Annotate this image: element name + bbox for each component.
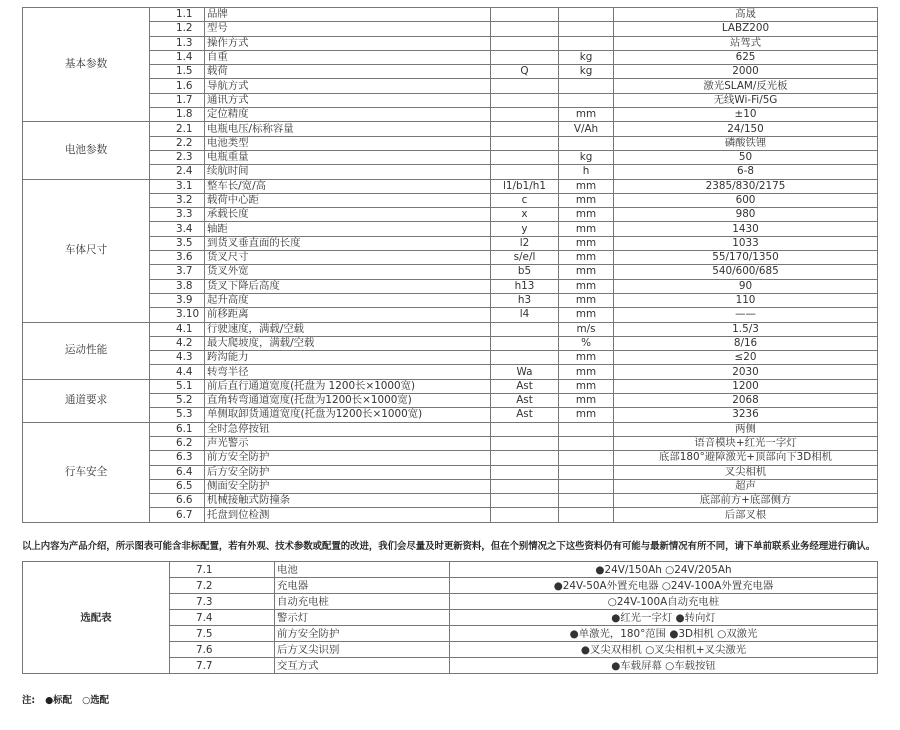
spec-item-name: 轴距 (205, 222, 491, 236)
spec-row (23, 479, 878, 493)
spec-item-value: 980 (614, 208, 878, 222)
spec-item-value: —— (614, 308, 878, 322)
spec-item-symbol (491, 8, 559, 22)
spec-row (23, 79, 878, 93)
option-number: 7.2 (170, 578, 275, 594)
option-value: ●24V-50A外置充电器 ○24V-100A外置充电器 (450, 578, 878, 594)
spec-group-label: 基本参数 (23, 8, 150, 122)
spec-item-unit: kg (559, 150, 614, 164)
spec-item-symbol: x (491, 208, 559, 222)
spec-row (23, 465, 878, 479)
spec-item-unit: % (559, 336, 614, 350)
spec-row (23, 8, 878, 22)
spec-item-symbol: h3 (491, 293, 559, 307)
spec-item-symbol: Ast (491, 379, 559, 393)
spec-item-unit (559, 93, 614, 107)
spec-item-name: 电瓶重量 (205, 150, 491, 164)
spec-item-number: 2.2 (150, 136, 205, 150)
spec-table-body (23, 8, 878, 523)
spec-group-label: 车体尺寸 (23, 179, 150, 322)
spec-item-value: 2068 (614, 394, 878, 408)
spec-item-name: 载荷中心距 (205, 193, 491, 207)
option-name: 自动充电桩 (275, 594, 450, 610)
spec-item-symbol (491, 79, 559, 93)
spec-item-unit: mm (559, 379, 614, 393)
spec-item-unit (559, 22, 614, 36)
spec-item-value: 625 (614, 50, 878, 64)
spec-item-number: 1.8 (150, 108, 205, 122)
spec-item-name: 机械接触式防撞条 (205, 494, 491, 508)
option-number: 7.7 (170, 658, 275, 674)
option-name: 交互方式 (275, 658, 450, 674)
spec-item-number: 3.7 (150, 265, 205, 279)
spec-row (23, 108, 878, 122)
spec-item-number: 2.3 (150, 150, 205, 164)
spec-item-unit: mm (559, 265, 614, 279)
spec-row (23, 222, 878, 236)
spec-item-number: 1.6 (150, 79, 205, 93)
option-number: 7.5 (170, 626, 275, 642)
spec-item-value: 55/170/1350 (614, 251, 878, 265)
spec-item-name: 侧面安全防护 (205, 479, 491, 493)
spec-item-value: 高晟 (614, 8, 878, 22)
spec-item-number: 1.3 (150, 36, 205, 50)
spec-item-unit: mm (559, 208, 614, 222)
legend-standard: ●标配 (45, 695, 73, 706)
spec-item-symbol: Ast (491, 394, 559, 408)
spec-item-unit: mm (559, 351, 614, 365)
spec-item-value: 110 (614, 293, 878, 307)
spec-item-value: ≤20 (614, 351, 878, 365)
option-value: ●叉尖双相机 ○叉尖相机+叉尖激光 (450, 642, 878, 658)
spec-item-number: 3.2 (150, 193, 205, 207)
spec-item-number: 6.7 (150, 508, 205, 522)
spec-item-value: 超声 (614, 479, 878, 493)
spec-item-number: 1.4 (150, 50, 205, 64)
spec-item-number: 4.3 (150, 351, 205, 365)
spec-item-symbol (491, 479, 559, 493)
spec-item-name: 前移距离 (205, 308, 491, 322)
spec-item-name: 导航方式 (205, 79, 491, 93)
spec-item-number: 3.6 (150, 251, 205, 265)
spec-item-value: 站驾式 (614, 36, 878, 50)
spec-item-value: 底部180°避障激光+顶部向下3D相机 (614, 451, 878, 465)
option-value: ○24V-100A自动充电桩 (450, 594, 878, 610)
spec-item-symbol (491, 436, 559, 450)
spec-item-name: 到货叉垂直面的长度 (205, 236, 491, 250)
option-name: 充电器 (275, 578, 450, 594)
spec-item-symbol (491, 322, 559, 336)
spec-item-unit: mm (559, 365, 614, 379)
spec-item-symbol: b5 (491, 265, 559, 279)
spec-row (23, 136, 878, 150)
spec-item-symbol (491, 36, 559, 50)
spec-item-name: 载荷 (205, 65, 491, 79)
spec-item-name: 货叉下降后高度 (205, 279, 491, 293)
spec-row (23, 93, 878, 107)
spec-item-value: ±10 (614, 108, 878, 122)
option-number: 7.3 (170, 594, 275, 610)
spec-row (23, 322, 878, 336)
disclaimer-note: 以上内容为产品介绍，所示图表可能含非标配置，若有外观、技术参数或配置的改进，我们会尽量及时更新资料，但在个别情况之下这些资料仍有可能与最新情况有所不同，请下单前联系业务经理进行确认。 (22, 541, 876, 552)
spec-item-unit (559, 465, 614, 479)
spec-item-value: 540/600/685 (614, 265, 878, 279)
spec-item-value: 激光SLAM/反光板 (614, 79, 878, 93)
spec-item-unit: mm (559, 394, 614, 408)
spec-item-value: 6-8 (614, 165, 878, 179)
spec-item-unit (559, 508, 614, 522)
spec-row (23, 379, 878, 393)
option-value: ●红光一字灯 ●转向灯 (450, 610, 878, 626)
spec-item-symbol: c (491, 193, 559, 207)
spec-item-value: 两侧 (614, 422, 878, 436)
spec-item-symbol: Ast (491, 408, 559, 422)
spec-item-value: 1200 (614, 379, 878, 393)
spec-item-unit: kg (559, 50, 614, 64)
spec-item-symbol: Wa (491, 365, 559, 379)
spec-item-value: 2385/830/2175 (614, 179, 878, 193)
spec-item-name: 转弯半径 (205, 365, 491, 379)
spec-item-unit (559, 36, 614, 50)
spec-group-label: 运动性能 (23, 322, 150, 379)
spec-item-unit: mm (559, 279, 614, 293)
spec-item-unit: V/Ah (559, 122, 614, 136)
spec-item-value: LABZ200 (614, 22, 878, 36)
spec-item-symbol (491, 22, 559, 36)
spec-row (23, 251, 878, 265)
spec-row (23, 150, 878, 164)
spec-row (23, 351, 878, 365)
spec-item-name: 前方安全防护 (205, 451, 491, 465)
spec-item-symbol (491, 422, 559, 436)
spec-item-symbol: Q (491, 65, 559, 79)
spec-item-name: 前后直行通道宽度(托盘为 1200长×1000宽) (205, 379, 491, 393)
spec-item-unit: mm (559, 193, 614, 207)
spec-item-symbol: s/e/l (491, 251, 559, 265)
spec-item-number: 3.9 (150, 293, 205, 307)
spec-item-name: 声光警示 (205, 436, 491, 450)
spec-item-unit: mm (559, 293, 614, 307)
spec-item-value: 90 (614, 279, 878, 293)
spec-item-symbol (491, 165, 559, 179)
spec-item-number: 3.4 (150, 222, 205, 236)
option-name: 前方安全防护 (275, 626, 450, 642)
option-name: 后方叉尖识别 (275, 642, 450, 658)
spec-item-value: 2030 (614, 365, 878, 379)
spec-item-unit: mm (559, 251, 614, 265)
spec-item-symbol (491, 136, 559, 150)
options-group-label: 选配表 (23, 562, 170, 674)
legend-label: 注: (22, 695, 36, 706)
spec-item-symbol (491, 122, 559, 136)
spec-row (23, 394, 878, 408)
spec-row (23, 179, 878, 193)
spec-row (23, 494, 878, 508)
spec-row (23, 265, 878, 279)
spec-group-label: 行车安全 (23, 422, 150, 522)
spec-item-number: 4.2 (150, 336, 205, 350)
spec-item-name: 货叉尺寸 (205, 251, 491, 265)
spec-item-value: 语音模块+红光一字灯 (614, 436, 878, 450)
spec-row (23, 208, 878, 222)
spec-item-number: 3.5 (150, 236, 205, 250)
option-number: 7.4 (170, 610, 275, 626)
spec-item-unit: h (559, 165, 614, 179)
spec-item-unit (559, 8, 614, 22)
spec-item-symbol (491, 50, 559, 64)
spec-item-value: 无线Wi-Fi/5G (614, 93, 878, 107)
spec-item-number: 6.5 (150, 479, 205, 493)
option-value: ●车载屏幕 ○车载按钮 (450, 658, 878, 674)
spec-item-symbol (491, 150, 559, 164)
spec-item-unit: mm (559, 108, 614, 122)
spec-item-number: 5.1 (150, 379, 205, 393)
option-value: ●24V/150Ah ○24V/205Ah (450, 562, 878, 578)
spec-item-value: 1430 (614, 222, 878, 236)
option-row (23, 562, 878, 578)
spec-item-symbol (491, 451, 559, 465)
spec-row (23, 193, 878, 207)
option-name: 警示灯 (275, 610, 450, 626)
spec-item-name: 电池类型 (205, 136, 491, 150)
spec-item-name: 定位精度 (205, 108, 491, 122)
option-value: ●单激光，180°范围 ●3D相机 ○双激光 (450, 626, 878, 642)
option-number: 7.1 (170, 562, 275, 578)
spec-item-number: 4.1 (150, 322, 205, 336)
spec-row (23, 451, 878, 465)
spec-item-symbol: l1/b1/h1 (491, 179, 559, 193)
spec-item-name: 自重 (205, 50, 491, 64)
spec-item-name: 电瓶电压/标称容量 (205, 122, 491, 136)
spec-row (23, 165, 878, 179)
spec-item-unit: mm (559, 222, 614, 236)
spec-item-name: 后方安全防护 (205, 465, 491, 479)
spec-item-name: 单侧取卸货通道宽度(托盘为1200长×1000宽) (205, 408, 491, 422)
spec-row (23, 293, 878, 307)
spec-item-name: 通讯方式 (205, 93, 491, 107)
spec-row (23, 408, 878, 422)
spec-item-number: 1.7 (150, 93, 205, 107)
spec-item-unit: mm (559, 179, 614, 193)
spec-item-value: 后部叉根 (614, 508, 878, 522)
spec-item-name: 承载长度 (205, 208, 491, 222)
spec-item-unit: mm (559, 308, 614, 322)
spec-item-unit (559, 451, 614, 465)
spec-item-unit: mm (559, 236, 614, 250)
spec-item-name: 行驶速度，满载/空载 (205, 322, 491, 336)
spec-item-value: 8/16 (614, 336, 878, 350)
spec-item-value: 600 (614, 193, 878, 207)
spec-row (23, 365, 878, 379)
spec-row (23, 279, 878, 293)
spec-item-symbol: y (491, 222, 559, 236)
spec-item-name: 续航时间 (205, 165, 491, 179)
spec-item-unit (559, 136, 614, 150)
option-number: 7.6 (170, 642, 275, 658)
spec-item-symbol (491, 465, 559, 479)
spec-row (23, 422, 878, 436)
spec-row (23, 508, 878, 522)
spec-group-label: 电池参数 (23, 122, 150, 179)
legend (22, 692, 119, 706)
spec-item-name: 起升高度 (205, 293, 491, 307)
spec-item-unit (559, 494, 614, 508)
spec-item-name: 直角转弯通道宽度(托盘为1200长×1000宽) (205, 394, 491, 408)
spec-item-number: 4.4 (150, 365, 205, 379)
legend-optional: ○选配 (82, 695, 109, 706)
spec-item-name: 托盘到位检测 (205, 508, 491, 522)
spec-item-number: 3.10 (150, 308, 205, 322)
spec-item-unit: mm (559, 408, 614, 422)
spec-item-name: 最大爬坡度，满载/空载 (205, 336, 491, 350)
spec-item-number: 1.5 (150, 65, 205, 79)
spec-row (23, 336, 878, 350)
spec-item-number: 6.4 (150, 465, 205, 479)
spec-item-name: 操作方式 (205, 36, 491, 50)
spec-item-number: 6.6 (150, 494, 205, 508)
spec-item-symbol: l2 (491, 236, 559, 250)
spec-item-name: 型号 (205, 22, 491, 36)
spec-item-number: 1.1 (150, 8, 205, 22)
spec-item-symbol (491, 108, 559, 122)
spec-item-number: 1.2 (150, 22, 205, 36)
spec-item-value: 2000 (614, 65, 878, 79)
spec-item-value: 50 (614, 150, 878, 164)
spec-item-value: 底部前方+底部侧方 (614, 494, 878, 508)
spec-row (23, 122, 878, 136)
spec-item-symbol (491, 93, 559, 107)
spec-row (23, 65, 878, 79)
spec-item-name: 跨沟能力 (205, 351, 491, 365)
spec-row (23, 22, 878, 36)
spec-item-name: 品牌 (205, 8, 491, 22)
spec-item-symbol (491, 336, 559, 350)
spec-item-number: 3.8 (150, 279, 205, 293)
spec-item-number: 5.2 (150, 394, 205, 408)
spec-row (23, 308, 878, 322)
spec-item-unit (559, 436, 614, 450)
spec-item-number: 5.3 (150, 408, 205, 422)
spec-item-value: 3236 (614, 408, 878, 422)
spec-item-symbol (491, 351, 559, 365)
spec-item-number: 2.4 (150, 165, 205, 179)
spec-item-symbol (491, 494, 559, 508)
spec-item-symbol (491, 508, 559, 522)
spec-item-number: 3.3 (150, 208, 205, 222)
spec-item-value: 磷酸铁锂 (614, 136, 878, 150)
spec-item-unit (559, 79, 614, 93)
spec-item-number: 2.1 (150, 122, 205, 136)
spec-item-value: 1.5/3 (614, 322, 878, 336)
spec-item-number: 3.1 (150, 179, 205, 193)
options-table (22, 561, 878, 674)
spec-item-number: 6.2 (150, 436, 205, 450)
spec-item-name: 全时急停按钮 (205, 422, 491, 436)
spec-item-value: 1033 (614, 236, 878, 250)
spec-group-label: 通道要求 (23, 379, 150, 422)
spec-row (23, 50, 878, 64)
option-name: 电池 (275, 562, 450, 578)
spec-item-value: 叉尖相机 (614, 465, 878, 479)
spec-item-value: 24/150 (614, 122, 878, 136)
spec-item-number: 6.1 (150, 422, 205, 436)
spec-row (23, 436, 878, 450)
spec-item-symbol: h13 (491, 279, 559, 293)
spec-item-symbol: l4 (491, 308, 559, 322)
options-table-body (23, 562, 878, 674)
spec-item-number: 6.3 (150, 451, 205, 465)
spec-table (22, 7, 878, 523)
spec-row (23, 36, 878, 50)
spec-item-name: 货叉外宽 (205, 265, 491, 279)
spec-row (23, 236, 878, 250)
spec-item-unit: kg (559, 65, 614, 79)
spec-item-unit: m/s (559, 322, 614, 336)
spec-item-name: 整车长/宽/高 (205, 179, 491, 193)
spec-item-unit (559, 479, 614, 493)
spec-item-unit (559, 422, 614, 436)
